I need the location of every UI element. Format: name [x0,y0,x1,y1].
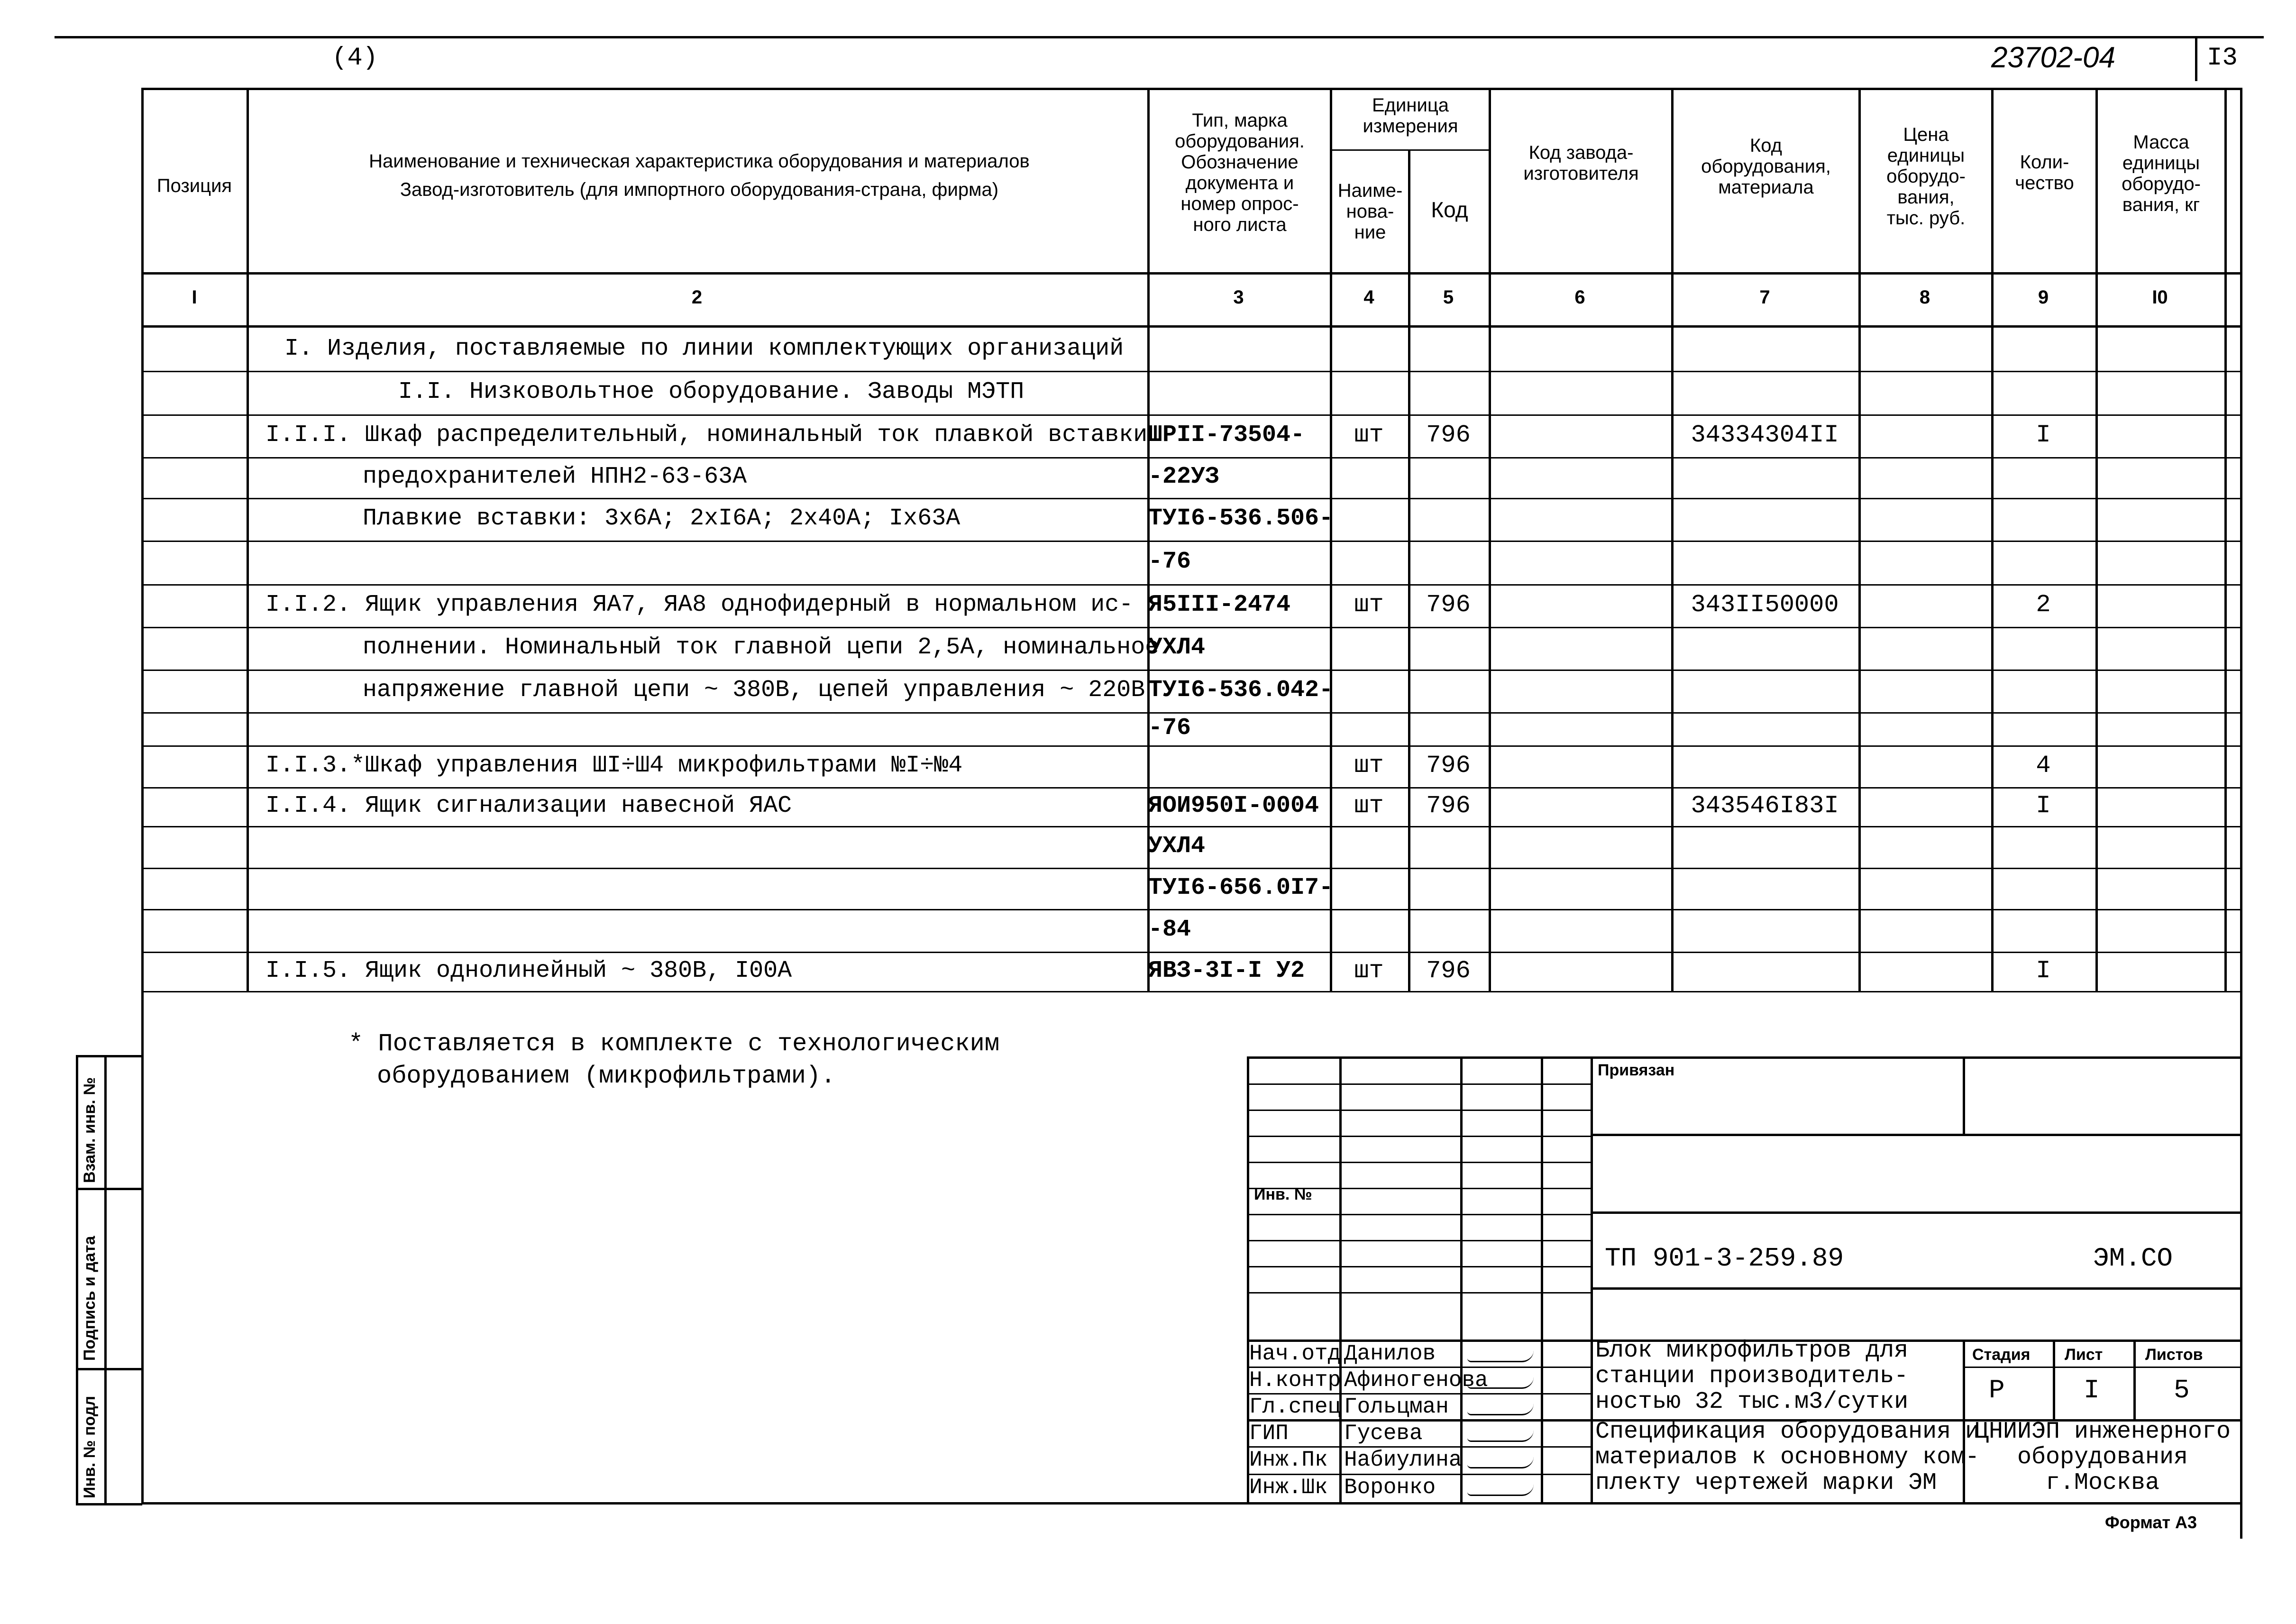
row-12-c2: I.I.4. Ящик сигнализации навесной ЯАС [265,792,792,819]
row-12-c7: 343546I83I [1691,792,1839,820]
row-11-c9: 4 [2036,752,2051,780]
tb-sheet: I [2084,1375,2100,1405]
tb-title-document: Спецификация оборудования и материалов к основному ком- плекту чертежей марки ЭМ [1595,1418,1980,1496]
row-10-c3: -76 [1148,715,1191,742]
format-label: Формат А3 [2105,1513,2197,1532]
staff-role: Нач.отд [1249,1341,1341,1366]
side-stamp-mid-line [104,1055,107,1503]
row-14-c3: ТУI6-656.0I7- [1148,874,1334,901]
col-number-1: I [192,287,197,308]
row-16-c9: I [2036,956,2051,985]
header-position: Позиция [156,175,232,196]
tb-inv-label: Инв. № [1254,1185,1312,1203]
tb-col-1 [1339,1056,1342,1503]
tb-row-line [1247,1266,1591,1267]
row-divider [141,414,2241,416]
tb-top-line [1247,1056,2240,1059]
header-factory-code: Код завода- изготовителя [1523,142,1639,184]
tb-stage: Р [1989,1375,2005,1405]
row-5-c3: ТУI6-536.506- [1148,505,1334,532]
staff-role: Н.контр [1249,1368,1341,1393]
row-16-c3: ЯВЗ-3I-I У2 [1148,957,1305,984]
col-number-9: 9 [2038,287,2049,308]
tb-sheets-divider [2133,1340,2136,1419]
frame-bottom-line [141,1502,2241,1505]
row-3-c4: шт [1354,421,1384,449]
header-mass: Масса единицы оборудо- вания, кг [2122,132,2201,215]
tb-mark: ЭМ.СО [2093,1243,2173,1274]
side-stamp-line-3 [76,1368,142,1370]
row-16-c2: I.I.5. Ящик однолинейный ~ 380В, I00А [265,957,792,984]
row-3-c2: I.I.I. Шкаф распределительный, номинальный ток плавкой вставки [265,422,1148,449]
tb-project-code: ТП 901-3-259.89 [1605,1243,1844,1274]
tb-title-object: Блок микрофильтров для станции производитель- ностью 32 тыс.м3/сутки [1595,1337,1909,1415]
col-divider-6 [1671,88,1674,991]
col-divider-10 [2224,88,2227,991]
tb-code-bottom [1591,1287,2240,1290]
page-number: I3 [2207,44,2238,73]
tb-row-line [1247,1214,1591,1215]
staff-name: Гусева [1344,1421,1423,1446]
side-stamp-left-line [76,1055,78,1503]
row-divider [141,457,2241,459]
row-2-c2: I.I. Низковольтное оборудование. Заводы МЭТП [398,378,1025,405]
row-4-c3: -22УЗ [1148,463,1220,490]
staff-role: Инж.Шк [1249,1475,1328,1500]
row-11-c2: I.I.3.*Шкаф управления ШI÷Ш4 микрофильтрами №I÷№4 [265,752,963,779]
tb-col-2 [1460,1056,1463,1503]
header-equipment-code: Код оборудования, материала [1701,135,1831,198]
row-7-c2: I.I.2. Ящик управления ЯА7, ЯА8 однофидерный в нормальном ис- [265,591,1134,618]
header-unit-group: Единица измерения [1363,95,1458,137]
col-number-8: 8 [1919,287,1930,308]
header-quantity: Коли- чество [2015,152,2074,193]
col-number-4: 4 [1363,287,1374,308]
row-divider [141,541,2241,542]
row-5-c2: Плавкие вставки: 3х6А; 2хI6А; 2х40А; Iх63А [363,505,960,532]
row-8-c3: УХЛ4 [1148,634,1206,661]
row-11-c4: шт [1354,752,1384,780]
row-divider [141,371,2241,372]
row-11-c5: 796 [1426,752,1471,780]
signature-icon [1467,1484,1534,1496]
col-number-3: 3 [1233,287,1244,308]
row-7-c3: Я5III-2474 [1148,591,1291,618]
row-15-c3: -84 [1148,916,1191,943]
row-3-c3: ШРII-73504- [1148,422,1305,449]
staff-name: Афиногенова [1344,1368,1488,1393]
tb-col-3 [1541,1056,1543,1503]
side-stamp-bottom-line [76,1503,142,1505]
numbers-bottom-line [141,325,2241,328]
side-stamp-line-2 [76,1188,142,1190]
row-3-c5: 796 [1426,421,1471,449]
tb-row-line [1247,1110,1591,1111]
row-divider [141,627,2241,628]
tb-stage-label-line [1963,1367,2240,1368]
row-12-c4: шт [1354,792,1384,820]
row-divider [141,909,2241,910]
col-number-10: I0 [2152,287,2168,308]
top-left-mark: (4) [332,44,378,73]
tb-row-line [1247,1292,1591,1294]
tb-privyazan-divider [1963,1056,1965,1134]
col-divider-8 [1991,88,1994,991]
tb-sheet-label: Лист [2065,1346,2103,1364]
tb-sheets-label: Листов [2145,1346,2203,1364]
tb-col-4 [1591,1056,1593,1503]
header-name-line2: Завод-изготовитель (для импортного оборудования-страна, фирма) [400,179,999,200]
tb-privyazan-label: Привязан [1598,1061,1675,1079]
side-stamp-label-2: Подпись и дата [81,1236,99,1361]
row-3-c7: 34334304II [1691,421,1839,449]
tb-row-line [1247,1162,1591,1163]
tb-sheets: 5 [2174,1375,2190,1405]
tb-row-line [1247,1240,1591,1241]
row-divider [141,670,2241,671]
row-3-c9: I [2036,421,2051,449]
staff-name: Гольцман [1344,1395,1449,1419]
staff-name: Данилов [1344,1341,1436,1366]
header-type-mark: Тип, марка оборудования. Обозначение документа и номер опрос- ного листа [1175,110,1305,235]
row-13-c3: УХЛ4 [1148,833,1206,860]
tb-row-line [1247,1083,1591,1085]
row-divider [141,498,2241,499]
staff-role: Гл.спец [1249,1395,1341,1419]
staff-name: Набиулина [1344,1448,1462,1472]
signature-icon [1467,1404,1534,1415]
col-divider-4 [1408,149,1410,991]
col-divider-1 [247,88,249,991]
signature-icon [1467,1350,1534,1362]
row-12-c3: ЯОИ950I-0004 [1148,792,1319,819]
row-16-c4: шт [1354,956,1384,985]
signature-icon [1467,1377,1534,1389]
signature-icon [1467,1457,1534,1468]
col-number-6: 6 [1574,287,1585,308]
staff-name: Воронко [1344,1475,1436,1500]
footnote-line-1: * Поставляется в комплекте с технологическим [348,1030,1000,1058]
row-16-c5: 796 [1426,956,1471,985]
tb-organization: ЦНИИЭП инженерного оборудования г.Москва [1974,1418,2231,1496]
row-1-c2: I. Изделия, поставляемые по линии комплектующих организаций [284,335,1124,362]
row-6-c3: -76 [1148,548,1191,575]
tb-sheet-divider [2053,1340,2055,1419]
row-7-c9: 2 [2036,591,2051,619]
row-divider [141,712,2241,714]
staff-role: ГИП [1249,1421,1289,1446]
col-divider-9 [2095,88,2098,991]
signature-icon [1467,1430,1534,1442]
footnote-line-2: оборудованием (микрофильтрами). [377,1062,836,1090]
tb-privyazan-bottom [1591,1134,2240,1136]
header-name-line1: Наименование и техническая характеристика оборудования и материалов [369,151,1030,172]
row-7-c7: 343II50000 [1691,591,1839,619]
tb-row-line [1247,1136,1591,1137]
row-7-c4: шт [1354,591,1384,619]
tb-stage-label: Стадия [1972,1346,2031,1364]
col-number-7: 7 [1759,287,1770,308]
footnote [348,1028,999,1092]
row-4-c2: предохранителей НПН2-63-63А [363,463,747,490]
table-right-line [2240,88,2242,1539]
row-12-c5: 796 [1426,792,1471,820]
col-divider-5 [1489,88,1491,991]
side-stamp-top-line [76,1055,142,1057]
unit-group-line [1332,149,1489,151]
row-9-c3: ТУI6-536.042- [1148,677,1334,704]
row-divider [141,952,2241,953]
header-unit-code: Код [1431,197,1468,222]
header-bottom-line [141,272,2241,275]
page-number-divider [2195,36,2197,81]
side-stamp-label-3: Инв. № подл [81,1395,99,1498]
staff-role: Инж.Пк [1249,1448,1328,1472]
row-divider [141,991,2241,992]
row-divider [141,826,2241,827]
header-unit-name: Наиме- нова- ние [1337,180,1403,243]
row-9-c2: напряжение главной цепи ~ 380В, цепей управления ~ 220В [363,677,1145,704]
tb-code-top [1591,1211,2240,1214]
row-8-c2: полнении. Номинальный ток главной цепи 2,5А, номинальное [363,634,1160,661]
col-number-2: 2 [691,287,703,308]
header-price: Цена единицы оборудо- вания, тыс. руб. [1886,124,1966,229]
top-border-line [55,36,2264,38]
table-top-line [141,88,2241,90]
row-divider [141,584,2241,586]
row-divider [141,787,2241,789]
row-12-c9: I [2036,792,2051,820]
document-code: 23702-04 [1991,41,2116,74]
col-number-5: 5 [1443,287,1454,308]
row-divider [141,745,2241,747]
side-stamp-label-1: Взам. инв. № [81,1077,99,1183]
row-7-c5: 796 [1426,591,1471,619]
row-divider [141,868,2241,869]
